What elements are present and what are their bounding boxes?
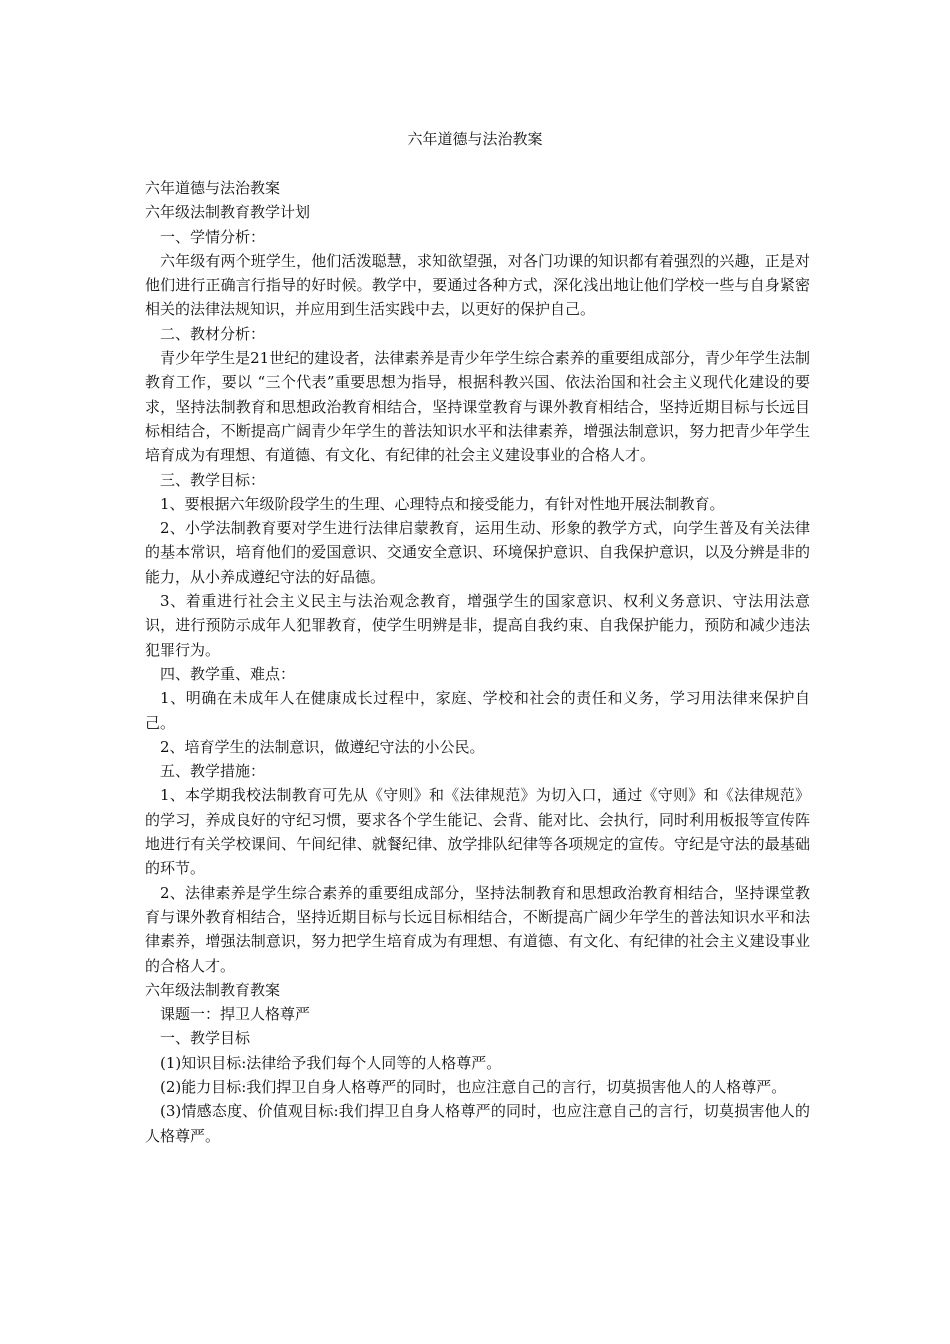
paragraph-9: 3、着重进行社会主义民主与法治观念教育，增强学生的国家意识、权利义务意识、守法用法意识，进行预防示成年人犯罪教育，使学生明辨是非，提高自我约束、自我保护能力，预防和减少违法犯罪行为。 xyxy=(145,592,810,659)
paragraph-12: 2、培育学生的法制意识，做遵纪守法的小公民。 xyxy=(160,737,485,756)
paragraph-3: 六年级有两个班学生，他们活泼聪慧，求知欲望强，对各门功课的知识都有着强烈的兴趣，正是对他们进行正确言行指导的好时候。教学中，要通过各种方式，深化浅出地让他们学校一些与自身紧密相关的法律法规知识，并应用到生活实践中去，以更好的保护自己。 xyxy=(145,251,810,319)
paragraph-6: 三、教学目标： xyxy=(160,470,266,489)
paragraph-13: 五、教学措施： xyxy=(160,762,266,781)
paragraph-1: 六年级法制教育教学计划 xyxy=(145,203,311,222)
paragraph-18: 一、教学目标 xyxy=(160,1029,251,1048)
paragraph-17: 课题一：捍卫人格尊严 xyxy=(160,1005,311,1024)
paragraph-7: 1、要根据六年级阶段学生的生理、心理特点和接受能力，有针对性地开展法制教育。 xyxy=(160,494,725,513)
paragraph-20: (2)能力目标:我们捍卫自身人格尊严的同时，也应注意自己的言行，切莫损害他人的人格尊严。 xyxy=(160,1077,787,1096)
paragraph-11: 1、明确在未成年人在健康成长过程中，家庭、学校和社会的责任和义务，学习用法律来保护自己。 xyxy=(145,689,810,732)
paragraph-0: 六年道德与法治教案 xyxy=(145,179,281,197)
paragraph-5: 青少年学生是21世纪的建设者，法律素养是青少年学生综合素养的重要组成部分，青少年学生法制教育工作，要以 “三个代表”重要思想为指导，根据科教兴国、依法治国和社会主义现代化建设的要求，坚持法制教育和思想政治教育相结合，坚持课堂教育与课外教育相结合，坚持近期目标与长远目标相结合，不断提高广阔青少年学生的普法知识水平和法律素养，增强法制意识，努力把青少年学生培育成为有理想、有道德、有文化、有纪律的社会主义建设事业的合格人才。 xyxy=(145,349,810,465)
paragraph-15: 2、法律素养是学生综合素养的重要组成部分，坚持法制教育和思想政治教育相结合，坚持课堂教育与课外教育相结合，坚持近期目标与长远目标相结合，不断提高广阔少年学生的普法知识水平和法律素养，增强法制意识，努力把学生培育成为有理想、有道德、有文化、有纪律的社会主义建设事业的合格人才。 xyxy=(145,883,810,975)
paragraph-8: 2、小学法制教育要对学生进行法律启蒙教育，运用生动、形象的教学方式，向学生普及有关法律的基本常识，培育他们的爱国意识、交通安全意识、环境保护意识、自我保护意识，以及分辨是非的能力，从小养成遵纪守法的好品德。 xyxy=(145,519,810,586)
paragraph-10: 四、教学重、难点： xyxy=(160,664,296,683)
paragraph-14: 1、本学期我校法制教育可先从《守则》和《法律规范》为切入口，通过《守则》和《法律规范》的学习，养成良好的守纪习惯，要求各个学生能记、会背、能对比、会执行，同时利用板报等宣传阵地进行有关学校课间、午间纪律、就餐纪律、放学排队纪律等各项规定的宣传。守纪是守法的最基础的环节。 xyxy=(145,786,810,878)
paragraph-21: (3)情感态度、价值观目标:我们捍卫自身人格尊严的同时，也应注意自己的言行，切莫损害他人的人格尊严。 xyxy=(145,1102,810,1145)
paragraph-19: (1)知识目标:法律给予我们每个人同等的人格尊严。 xyxy=(160,1053,502,1072)
paragraph-16: 六年级法制教育教案 xyxy=(145,980,281,999)
paragraph-4: 二、教材分析： xyxy=(160,324,266,343)
page-title: 六年道德与法治教案 xyxy=(407,130,543,148)
paragraph-2: 一、学情分析： xyxy=(160,227,266,246)
document-body xyxy=(145,176,810,1148)
